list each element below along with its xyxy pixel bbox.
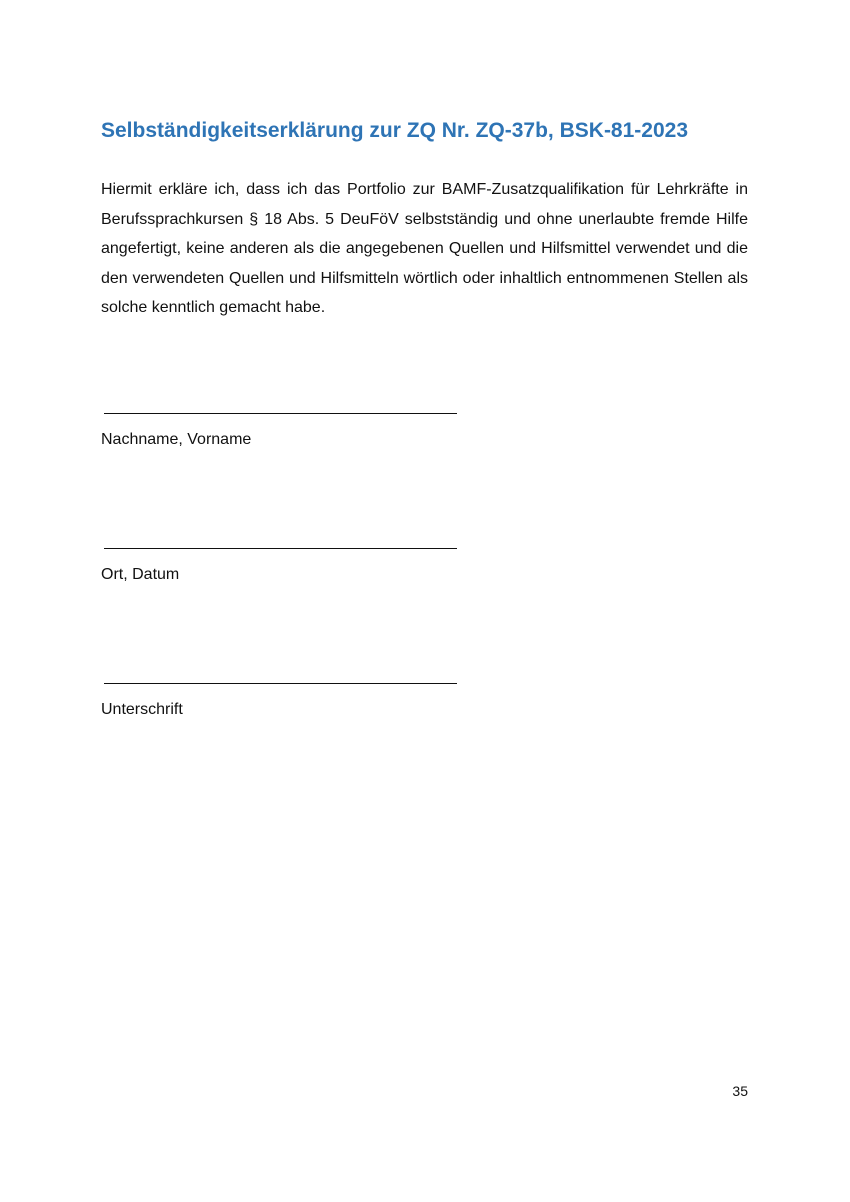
signature-field-label: Nachname, Vorname — [101, 431, 252, 448]
signature-field-name — [101, 413, 461, 451]
signature-field-label: Unterschrift — [101, 701, 183, 718]
signature-line — [104, 413, 457, 414]
signature-field-label: Ort, Datum — [101, 566, 180, 583]
page-title: Selbständigkeitserklärung zur ZQ Nr. ZQ-37b, BSK-81-2023 — [101, 119, 689, 142]
declaration-paragraph: Hiermit erkläre ich, dass ich das Portfolio zur BAMF-Zusatzqualifikation für Lehrkräfte in Berufssprachkursen § 18 Abs. 5 DeuFöV selbstständig und ohne unerlaubte fremde Hilfe angefertigt, keine anderen als die angegebenen Quellen und Hilfsmittel verwendet und die den verwendeten Quellen und Hilfsmitteln wörtlich oder inhaltlich entnommenen Stellen als solche kenntlich gemacht habe. — [101, 181, 748, 317]
signature-line — [104, 548, 457, 549]
signature-line — [104, 683, 457, 684]
page-number: 35 — [732, 1083, 748, 1099]
signature-field-signature — [101, 683, 461, 721]
signature-field-place-date — [101, 548, 461, 586]
